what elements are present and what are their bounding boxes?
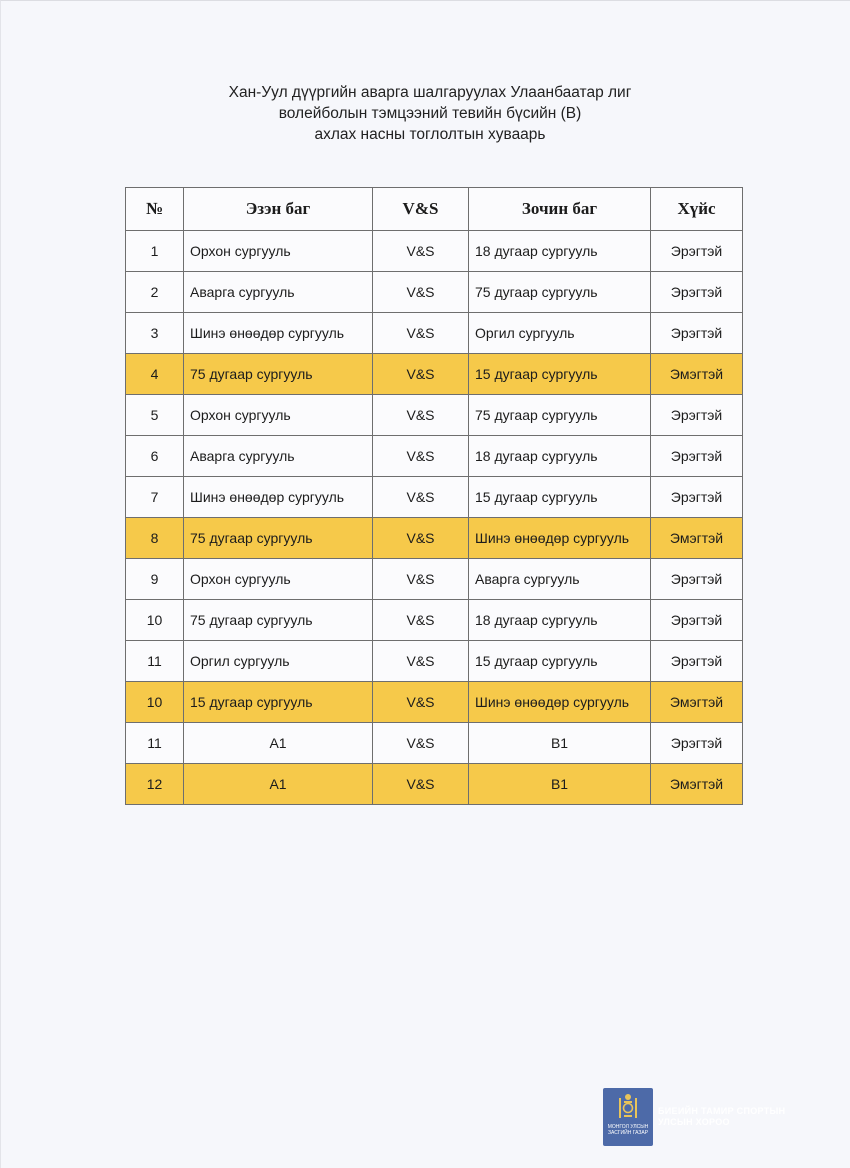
vs-marker: V&S (373, 600, 469, 641)
home-team: Аварга сургууль (184, 272, 373, 313)
gender: Эрэгтэй (651, 272, 743, 313)
table-row (126, 559, 743, 600)
row-number: 10 (126, 682, 184, 723)
gender: Эрэгтэй (651, 559, 743, 600)
table-header-row (126, 188, 743, 231)
away-team: 18 дугаар сургууль (469, 600, 651, 641)
schedule-table (125, 187, 743, 805)
table-row (126, 682, 743, 723)
emblem-caption: МОНГОЛ УЛСЫН ЗАСГИЙН ГАЗАР (607, 1124, 649, 1136)
row-number: 12 (126, 764, 184, 805)
home-team: 75 дугаар сургууль (184, 600, 373, 641)
agency-name: БИЕИЙН ТАМИР СПОРТЫН УЛСЫН ХОРОО (658, 1106, 786, 1127)
row-number: 4 (126, 354, 184, 395)
gender: Эрэгтэй (651, 477, 743, 518)
home-team: Оргил сургууль (184, 641, 373, 682)
home-team: 75 дугаар сургууль (184, 354, 373, 395)
home-team: Шинэ өнөөдөр сургууль (184, 313, 373, 354)
header-home-team: Эзэн баг (184, 188, 373, 231)
title-line-3: ахлах насны тоглолтын хуваарь (314, 126, 546, 143)
home-team: А1 (184, 723, 373, 764)
table-body (126, 231, 743, 805)
vs-marker: V&S (373, 477, 469, 518)
row-number: 2 (126, 272, 184, 313)
home-team: Орхон сургууль (184, 559, 373, 600)
gender: Эмэгтэй (651, 518, 743, 559)
home-team: А1 (184, 764, 373, 805)
header-gender: Хүйс (651, 188, 743, 231)
table-row (126, 395, 743, 436)
vs-marker: V&S (373, 723, 469, 764)
vs-marker: V&S (373, 764, 469, 805)
gender: Эмэгтэй (651, 682, 743, 723)
away-team: В1 (469, 723, 651, 764)
table-row (126, 272, 743, 313)
document-title (120, 82, 740, 145)
government-emblem (603, 1088, 653, 1146)
table-row (126, 764, 743, 805)
soyombo-icon (603, 1088, 653, 1124)
header-vs: V&S (373, 188, 469, 231)
vs-marker: V&S (373, 313, 469, 354)
away-team: В1 (469, 764, 651, 805)
gender: Эрэгтэй (651, 641, 743, 682)
row-number: 8 (126, 518, 184, 559)
vs-marker: V&S (373, 272, 469, 313)
home-team: 75 дугаар сургууль (184, 518, 373, 559)
table-row (126, 313, 743, 354)
away-team: 75 дугаар сургууль (469, 272, 651, 313)
home-team: Орхон сургууль (184, 395, 373, 436)
gender: Эрэгтэй (651, 395, 743, 436)
home-team: Аварга сургууль (184, 436, 373, 477)
row-number: 9 (126, 559, 184, 600)
row-number: 7 (126, 477, 184, 518)
home-team: Шинэ өнөөдөр сургууль (184, 477, 373, 518)
table-row (126, 477, 743, 518)
gender: Эрэгтэй (651, 313, 743, 354)
table-row (126, 436, 743, 477)
vs-marker: V&S (373, 354, 469, 395)
away-team: 15 дугаар сургууль (469, 477, 651, 518)
away-team: 15 дугаар сургууль (469, 641, 651, 682)
gender: Эрэгтэй (651, 723, 743, 764)
title-line-1: Хан-Уул дүүргийн аварга шалгаруулах Улаанбаатар лиг (228, 84, 632, 101)
home-team: Орхон сургууль (184, 231, 373, 272)
away-team: 18 дугаар сургууль (469, 436, 651, 477)
vs-marker: V&S (373, 436, 469, 477)
gender: Эрэгтэй (651, 436, 743, 477)
away-team: Аварга сургууль (469, 559, 651, 600)
header-no: № (126, 188, 184, 231)
vs-marker: V&S (373, 395, 469, 436)
row-number: 1 (126, 231, 184, 272)
table-row (126, 518, 743, 559)
vs-marker: V&S (373, 518, 469, 559)
row-number: 6 (126, 436, 184, 477)
table-row (126, 600, 743, 641)
table-row (126, 641, 743, 682)
gender: Эмэгтэй (651, 764, 743, 805)
away-team: 75 дугаар сургууль (469, 395, 651, 436)
vs-marker: V&S (373, 682, 469, 723)
row-number: 3 (126, 313, 184, 354)
away-team: Шинэ өнөөдөр сургууль (469, 682, 651, 723)
row-number: 11 (126, 723, 184, 764)
table-row (126, 231, 743, 272)
header-away-team: Зочин баг (469, 188, 651, 231)
row-number: 10 (126, 600, 184, 641)
row-number: 11 (126, 641, 184, 682)
home-team: 15 дугаар сургууль (184, 682, 373, 723)
gender: Эрэгтэй (651, 231, 743, 272)
away-team: 18 дугаар сургууль (469, 231, 651, 272)
title-line-2: волейболын тэмцээний тевийн бүсийн (В) (278, 105, 582, 122)
away-team: Оргил сургууль (469, 313, 651, 354)
table-row (126, 723, 743, 764)
away-team: 15 дугаар сургууль (469, 354, 651, 395)
table-row (126, 354, 743, 395)
gender: Эрэгтэй (651, 600, 743, 641)
vs-marker: V&S (373, 231, 469, 272)
away-team: Шинэ өнөөдөр сургууль (469, 518, 651, 559)
row-number: 5 (126, 395, 184, 436)
vs-marker: V&S (373, 559, 469, 600)
gender: Эмэгтэй (651, 354, 743, 395)
vs-marker: V&S (373, 641, 469, 682)
